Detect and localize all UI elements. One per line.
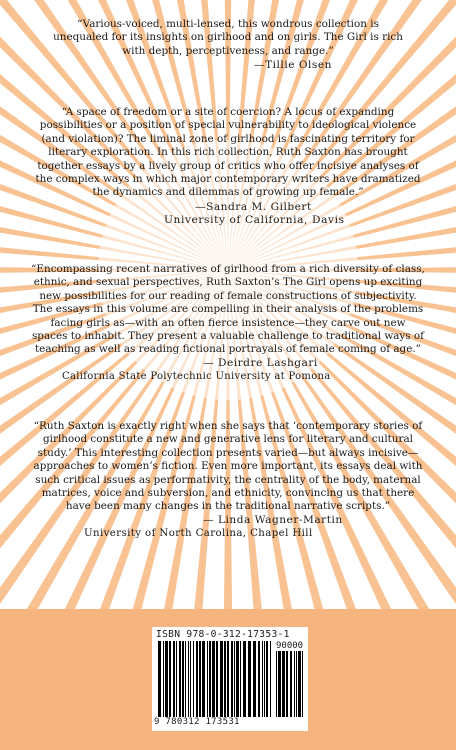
blurb-affiliation: California State Polytechnic University at Pomona (62, 371, 331, 382)
quote-line: the dynamics and dilemmas of growing up female.” (92, 186, 364, 199)
isbn-number: ISBN 978-0-312-17353-1 (156, 629, 290, 640)
barcode-bars-icon (158, 641, 272, 717)
barcode-bar (234, 641, 235, 717)
quote-line: “A space of freedom or a site of coercion? A locus of expanding (61, 106, 395, 118)
quote-line: ethnic, and sexual perspectives, Ruth Saxton’s The Girl opens up exciting (33, 276, 423, 289)
barcode-bar (262, 641, 263, 717)
quote-line: have been many changes in the traditional narrative scripts.” (65, 500, 391, 513)
barcode-bar (248, 641, 251, 717)
barcode-bar (185, 641, 186, 717)
barcode-bar (220, 641, 223, 717)
quote-line: teaching as well as reading fictional portrayals of female coming of age.” (35, 343, 421, 356)
quote-line: possibilities or a position of special vulnerability to ideological violence (39, 119, 417, 132)
barcode-bar (176, 641, 177, 717)
barcode-bar (240, 641, 241, 717)
barcode-bar (202, 641, 205, 717)
barcode-bar (264, 641, 265, 717)
quote-line: (and violation)? The liminal zone of girlhood is fascinating territory for (41, 132, 415, 145)
barcode-bar (224, 641, 226, 717)
blurb-tillie-olsen (30, 18, 426, 58)
barcode-bar (243, 641, 246, 717)
barcode-bar (294, 651, 295, 717)
barcode-bar (179, 641, 181, 717)
barcode-bar (199, 641, 201, 717)
blurb-affiliation: University of California, Davis (164, 214, 345, 226)
blurb-linda-wagner-martin (30, 420, 426, 514)
blurb-affiliation: University of North Carolina, Chapel Hill (84, 528, 313, 539)
price-code: 90000 (276, 641, 304, 651)
quote-line: the complex ways in which major contemporary writers have dramatized (35, 173, 421, 186)
barcode-bar (173, 641, 175, 717)
barcode-bar (188, 641, 189, 717)
barcode-bar (258, 641, 260, 717)
barcode-bar (182, 641, 184, 717)
quote-line: The essays in this volume are compelling in their analysis of the problems (32, 303, 424, 316)
barcode-bar (278, 651, 281, 717)
isbn-barcode (152, 627, 308, 731)
barcode-addon-bars-icon (276, 651, 304, 717)
quote-line: literary exploration. In this rich collection, Ruth Saxton has brought (48, 146, 408, 159)
barcode-bar (231, 641, 233, 717)
barcode-bar (196, 641, 198, 717)
barcode-bar (207, 641, 208, 717)
barcode-bar (216, 641, 218, 717)
quote-line: together essays by a lively group of critics who offer incisive analyses of (37, 159, 419, 172)
barcode-bar (296, 651, 297, 717)
barcode-bar (193, 641, 194, 717)
blurb-author: —Tillie Olsen (254, 59, 332, 71)
barcode-bar (212, 641, 215, 717)
barcode-bar (158, 641, 161, 717)
quote-line: study.’ This interesting collection presents varied—but always incisive— (37, 446, 419, 459)
barcode-bar (163, 641, 164, 717)
quote-line: approaches to women’s fiction. Even more important, its essays deal with (33, 460, 423, 473)
barcode-bar (253, 641, 256, 717)
quote-line: matrices, voice and subversion, and ethnicity, convincing us that there (41, 487, 415, 500)
barcode-bar (165, 641, 168, 717)
blurb-author: —Sandra M. Gilbert (195, 201, 312, 213)
blurb-author: — Linda Wagner-Martin (203, 514, 343, 526)
barcode-bar (209, 641, 211, 717)
barcode-bar (266, 641, 268, 717)
blurb-sandra-gilbert (30, 106, 426, 200)
quote-line: “Ruth Saxton is exactly right when she says that ‘contemporary stories of (33, 420, 423, 432)
barcode-bar (282, 651, 285, 717)
barcode-bar (190, 641, 191, 717)
barcode-bar (302, 651, 303, 717)
barcode-bar (227, 641, 229, 717)
quote-line: spaces to inhabit. They present a valuable challenge to traditional ways of (31, 330, 425, 343)
barcode-digits: 9 780312 173531 (154, 717, 240, 727)
barcode-bar (276, 651, 277, 717)
blurb-deirdre-lashgari (30, 263, 426, 357)
quote-line: new possibilities for our reading of female constructions of subjectivity. (39, 289, 417, 302)
blurb-author: — Deirdre Lashgari (203, 357, 318, 369)
quote-line: such critical issues as performativity, the centrality of the body, maternal (35, 473, 421, 486)
barcode-bar (298, 651, 301, 717)
quote-line: “Various-voiced, multi-lensed, this wondrous collection is (77, 18, 379, 30)
quote-line: “Encompassing recent narratives of girlhood from a rich diversity of class, (31, 263, 425, 275)
barcode-bar (290, 651, 292, 717)
quote-line: facing girls as—with an often fierce insistence—they carve out new (50, 316, 406, 329)
quote-line: unequaled for its insights on girlhood and on girls. The Girl is rich (53, 31, 403, 44)
barcode-bar (270, 641, 271, 717)
barcode-bar (286, 651, 288, 717)
barcode-bar (236, 641, 239, 717)
quote-line: with depth, perceptiveness, and range.” (122, 44, 334, 57)
quote-line: girlhood constitute a new and generative lens for literary and cultural (43, 433, 413, 446)
barcode-bar (169, 641, 171, 717)
